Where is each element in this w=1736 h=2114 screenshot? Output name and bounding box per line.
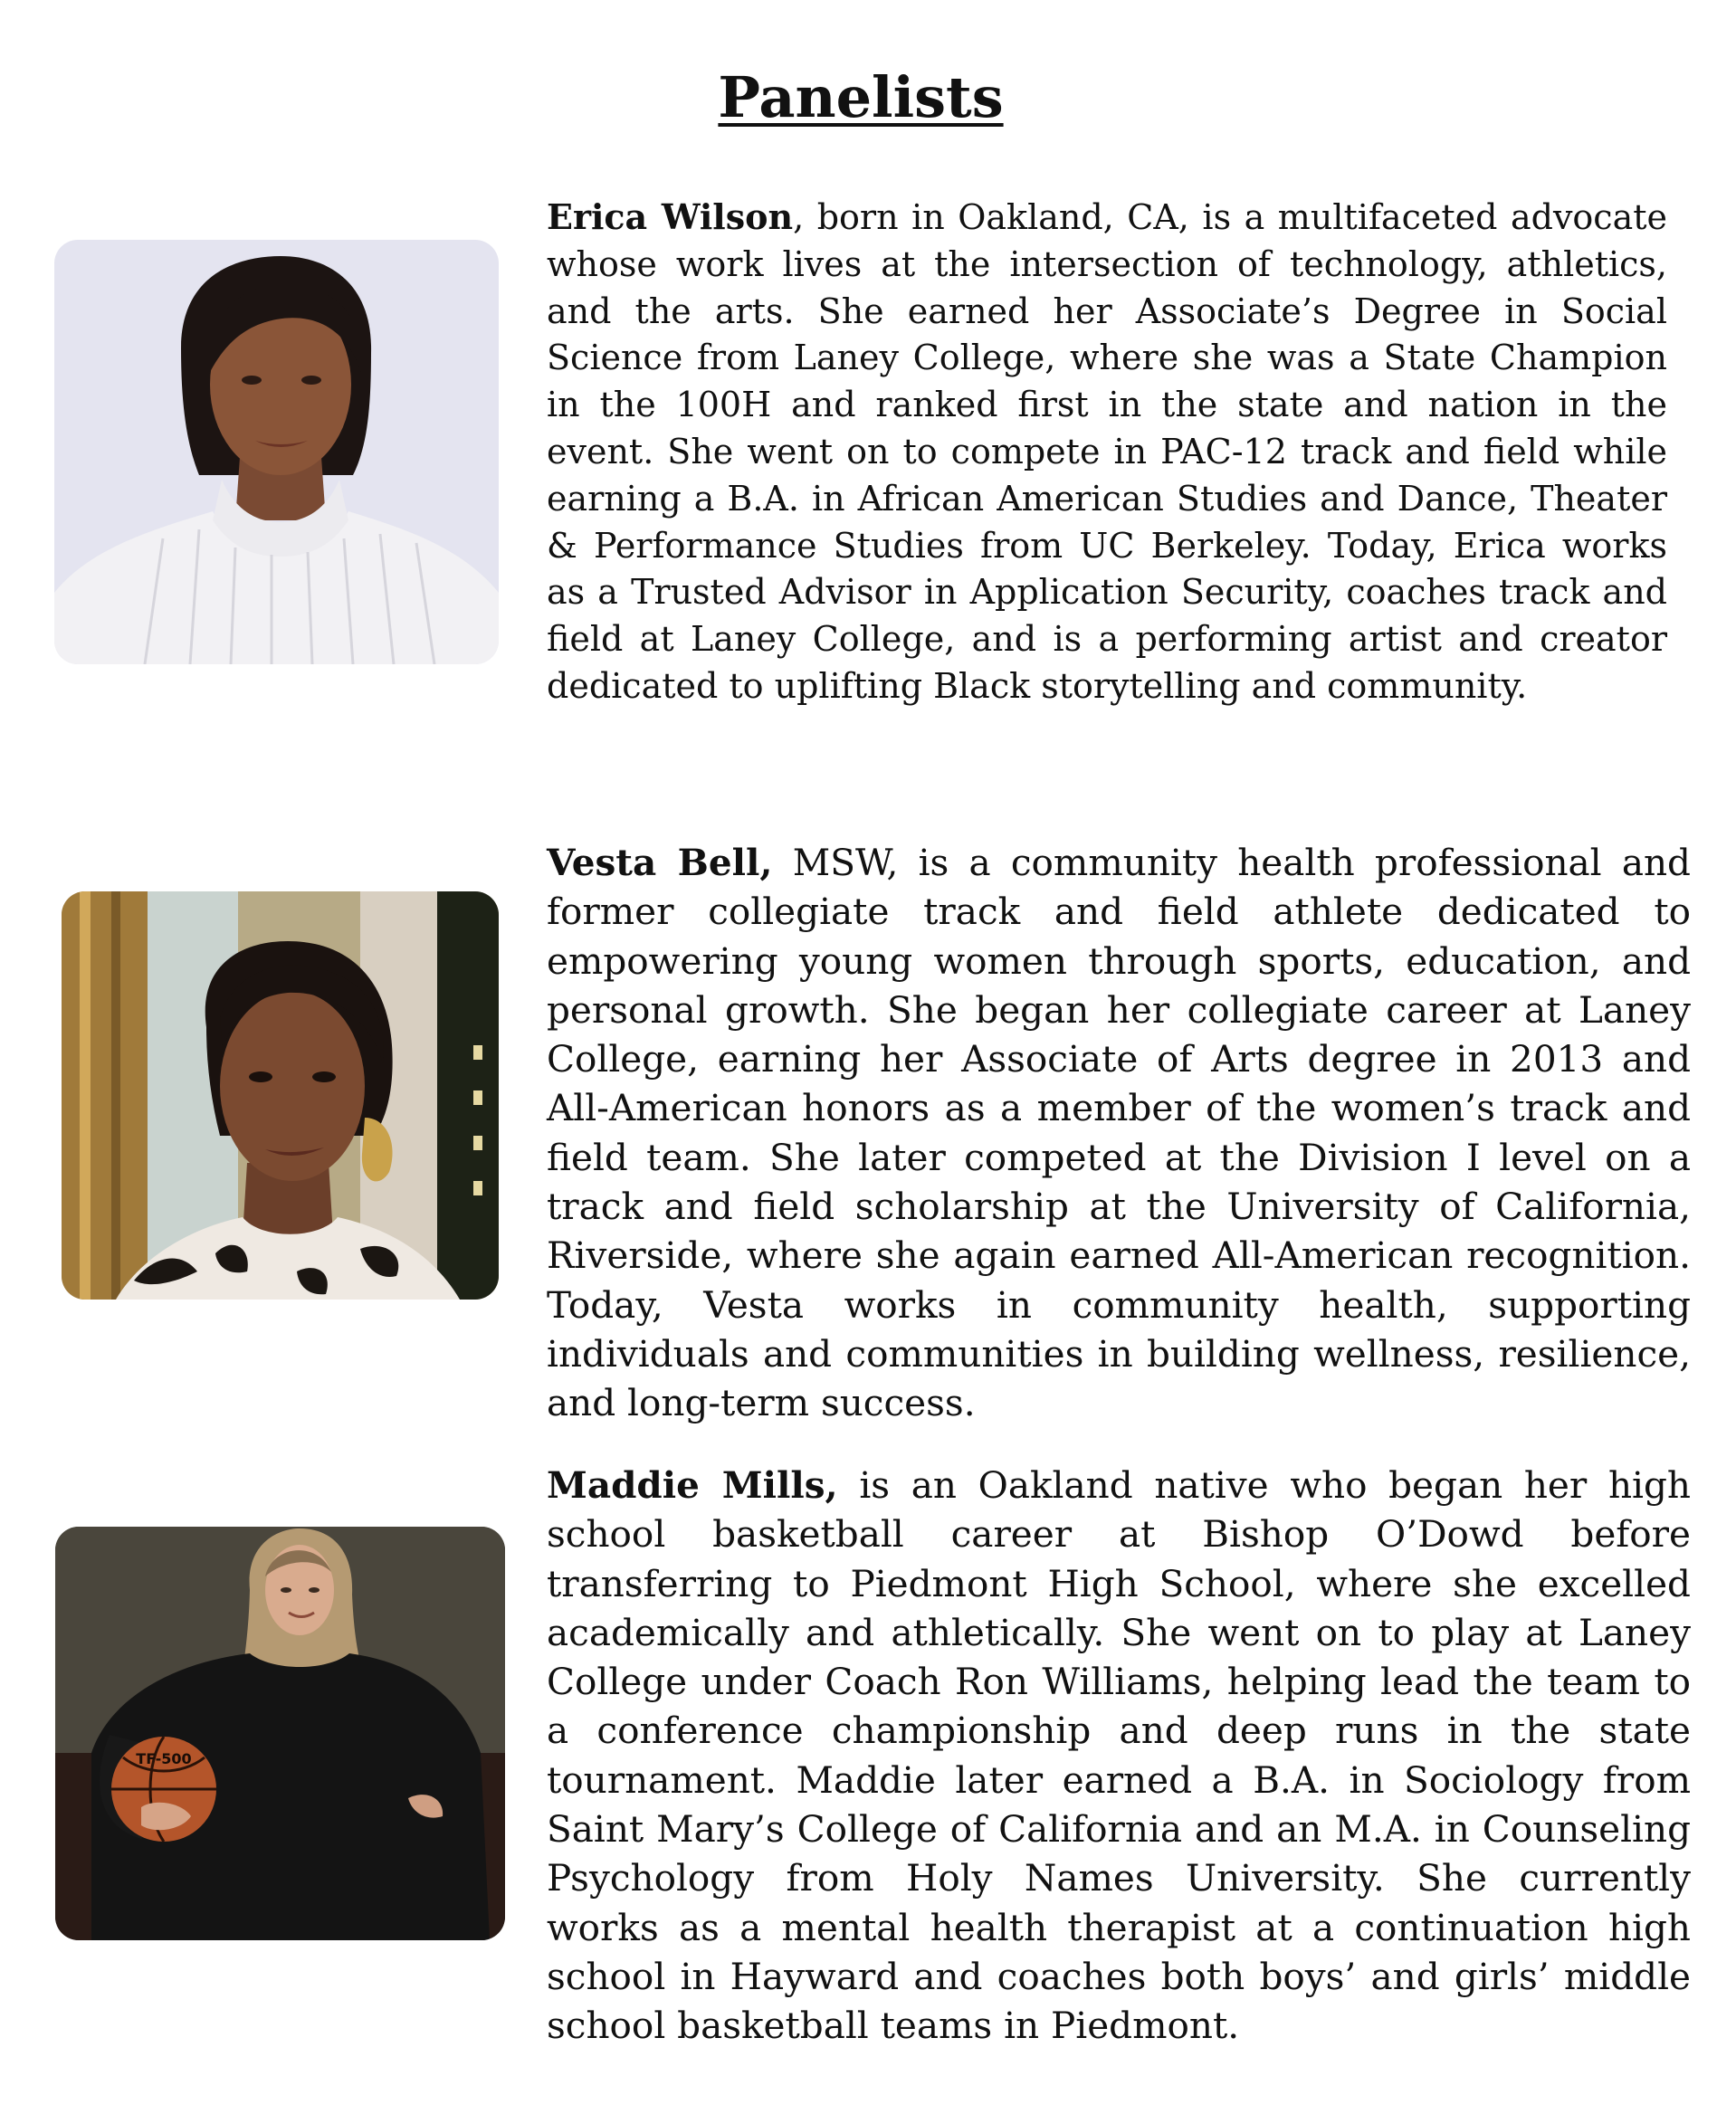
basketball-label: TF-500 (136, 1750, 192, 1767)
panelist-name: Maddie Mills, (547, 1463, 838, 1507)
panelist-bio-maddie-mills (547, 1461, 1691, 2051)
panelist-photo-maddie-mills (55, 1527, 505, 1940)
panelist-name: Erica Wilson (547, 196, 794, 237)
panelist-photo-erica-wilson (54, 240, 499, 664)
panelist-bio-erica-wilson (547, 194, 1667, 710)
panelist-name: Vesta Bell, (547, 841, 773, 884)
panelist-bio-text: is an Oakland native who began her high school basketball career at Bishop O’Dowd before transferring to Piedmont High School, where she excelled academically and athletically. She went on to play at Laney College under Coach Ron Williams, helping lead the team to a conference championship and deep runs in the state tournament. Maddie later earned a B.A. in Sociology from Saint Mary’s College of California and an M.A. in Counseling Psychology from Holy Names University. She currently works as a mental health therapist at a continuation high school in Hayward and coaches both boys’ and girls’ middle school basketball teams in Piedmont. (547, 1463, 1691, 2048)
page-title: Panelists (718, 64, 1004, 130)
panelist-bio-text: , born in Oakland, CA, is a multifaceted advocate whose work lives at the intersection of technology, athletics, and the arts. She earned her Associate’s Degree in Social Science from Laney College, where she was a State Champion in the 100H and ranked first in the state and nation in the event. She went on to compete in PAC-12 track and field while earning a B.A. in African American Studies and Dance, Theater & Performance Studies from UC Berkeley. Today, Erica works as a Trusted Advisor in Application Security, coaches track and field at Laney College, and is a performing artist and creator dedicated to uplifting Black storytelling and community. (547, 197, 1667, 706)
panelist-bio-text: MSW, is a community health professional and former collegiate track and field athlete dedicated to empowering young women through sports, education, and personal growth. She began her collegiate career at Laney College, earning her Associate of Arts degree in 2013 and All-American honors as a member of the women’s track and field team. She later competed at the Division I level on a track and field scholarship at the University of California, Riverside, where she again earned All-American recognition. Today, Vesta works in community health, supporting individuals and communities in building wellness, resilience, and long-term success. (547, 841, 1691, 1425)
panelist-bio-vesta-bell (547, 838, 1691, 1428)
panelist-photo-vesta-bell (62, 891, 499, 1300)
